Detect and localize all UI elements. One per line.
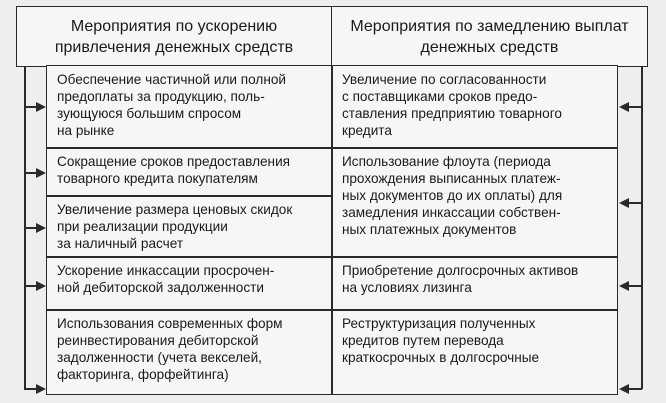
right-arrow-4-shaft	[628, 388, 642, 390]
left-arrow-1-icon	[36, 102, 46, 112]
header-left-text: Мероприятия по ускорению привлечения денежных средств	[54, 17, 294, 56]
left-arrow-4-icon	[36, 281, 46, 291]
right-arrow-1-shaft	[628, 106, 642, 108]
left-item-5: Использования современных форм реинвестирования дебиторской задолженности (учета векселей, факторинга, форфейтинга)	[57, 316, 283, 382]
left-arrow-3-icon	[36, 223, 46, 233]
right-item-4: Реструктуризация полученных кредитов путем перевода краткосрочных в долгосрочные	[342, 316, 540, 365]
right-arrow-3-icon	[619, 281, 629, 291]
right-arrow-1-icon	[619, 102, 629, 112]
right-arrow-2-icon	[619, 198, 629, 208]
right-item-3: Приобретение долгосрочных активов на условиях лизинга	[342, 263, 579, 295]
left-item-4: Ускорение инкассации просрочен- ной дебиторской задолженности	[57, 263, 275, 295]
left-item-3: Увеличение размера ценовых скидок при реализации продукции за наличный расчет	[57, 202, 293, 251]
right-connector-line	[641, 67, 643, 389]
header-right	[331, 6, 648, 67]
right-arrow-2-shaft	[628, 202, 642, 204]
left-arrow-5-icon	[36, 384, 46, 394]
left-arrow-2-icon	[36, 168, 46, 178]
right-item-2: Использование флоута (периода прохождения выписанных платеж- ных документов до их оплаты) для замедления инкассации собствен- ных платежных документов	[342, 154, 563, 237]
right-arrow-4-icon	[619, 384, 629, 394]
right-item-1: Увеличение по согласованности с поставщиками сроков предо- ставления предприятию товарного кредита	[342, 72, 562, 138]
right-arrow-3-shaft	[628, 285, 642, 287]
left-item-2: Сокращение сроков предоставления товарного кредита покупателям	[57, 154, 291, 186]
left-item-1: Обеспечение частичной или полной предоплаты за продукцию, поль- зующуюся большим спросом на рынке	[57, 72, 287, 138]
header-left	[16, 6, 332, 67]
header-right-text: Мероприятия по замедлению выплат денежных средств	[350, 17, 629, 56]
